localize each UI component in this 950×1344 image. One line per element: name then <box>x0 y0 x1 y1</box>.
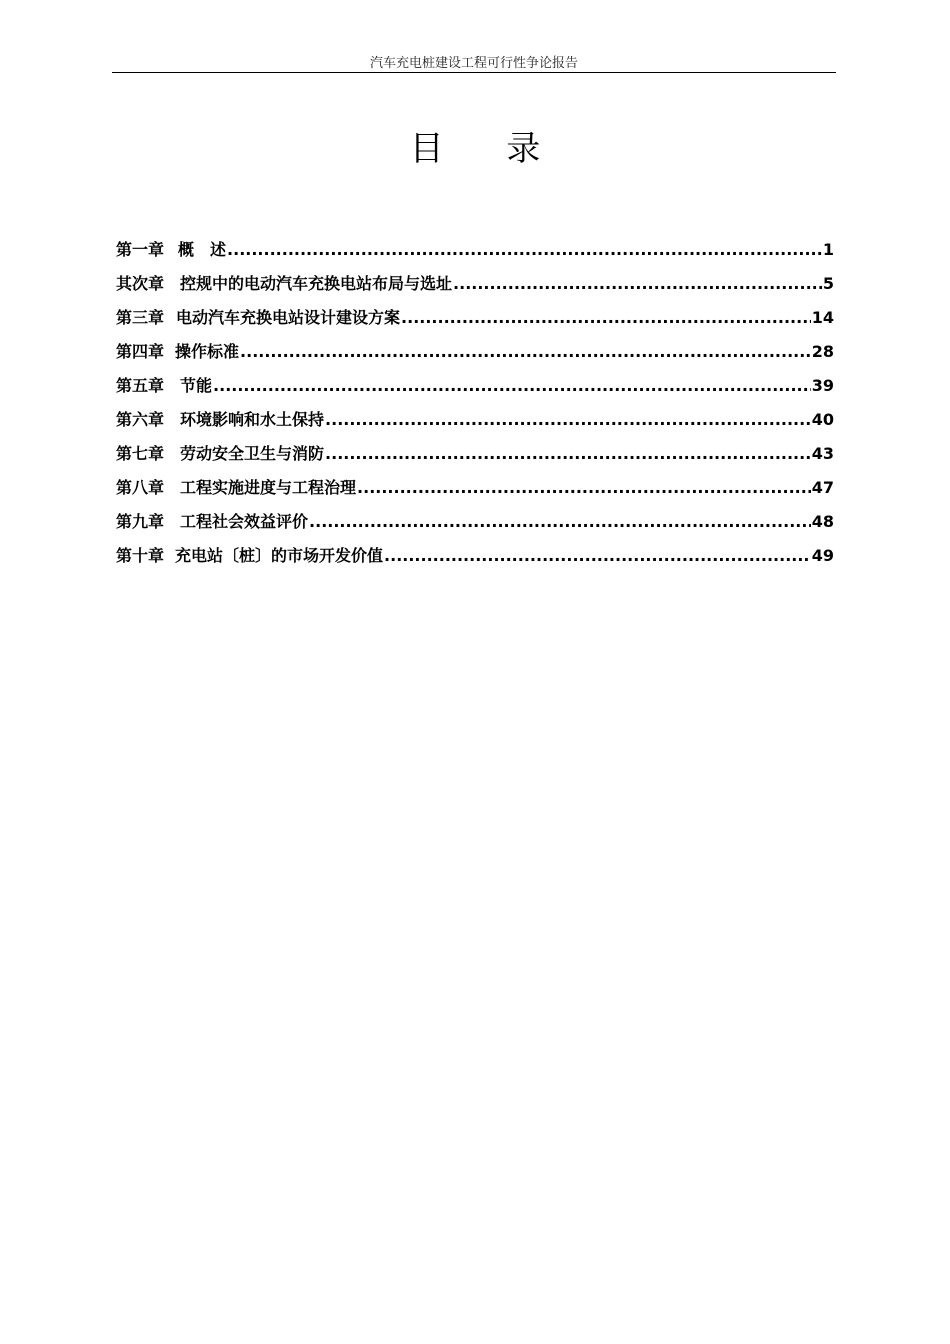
toc-entry-chapter-9[interactable] <box>116 508 834 542</box>
toc-chapter-number: 第十章 <box>116 546 165 565</box>
toc-entry-chapter-5[interactable] <box>116 372 834 406</box>
toc-dot-leader <box>325 406 811 434</box>
toc-list <box>116 236 834 576</box>
toc-page-number: 47 <box>811 478 834 497</box>
toc-entry-chapter-8[interactable] <box>116 474 834 508</box>
toc-page-number: 1 <box>822 240 834 259</box>
toc-page-number: 43 <box>811 444 834 463</box>
toc-page-number: 49 <box>811 546 834 565</box>
toc-chapter-number: 第四章 <box>116 342 165 361</box>
toc-dot-leader <box>240 338 811 366</box>
toc-dot-leader <box>227 236 822 264</box>
toc-chapter-number: 第三章 <box>116 308 165 327</box>
toc-page-number: 39 <box>811 376 834 395</box>
toc-chapter-number: 其次章 <box>116 274 165 293</box>
toc-entry-chapter-4[interactable] <box>116 338 834 372</box>
toc-entry-chapter-10[interactable] <box>116 542 834 576</box>
toc-chapter-number: 第七章 <box>116 444 165 463</box>
toc-chapter-number: 第五章 <box>116 376 165 395</box>
toc-chapter-title: 环境影响和水土保持 <box>180 410 325 429</box>
toc-entry-chapter-6[interactable] <box>116 406 834 440</box>
toc-chapter-title: 电动汽车充换电站设计建设方案 <box>176 308 401 327</box>
toc-chapter-number: 第八章 <box>116 478 165 497</box>
toc-chapter-title: 充电站〔桩〕的市场开发价值 <box>175 546 384 565</box>
toc-title: 目 录 <box>409 129 567 169</box>
toc-dot-leader <box>453 270 822 298</box>
toc-dot-leader <box>384 542 811 570</box>
toc-chapter-title: 控规中的电动汽车充换电站布局与选址 <box>180 274 453 293</box>
running-header: 汽车充电桩建设工程可行性争论报告 <box>369 56 578 71</box>
toc-chapter-title: 操作标准 <box>175 342 240 361</box>
toc-dot-leader <box>357 474 811 502</box>
toc-page-number: 40 <box>811 410 834 429</box>
toc-dot-leader <box>325 440 811 468</box>
toc-chapter-title: 工程社会效益评价 <box>180 512 309 531</box>
toc-chapter-number: 第一章 <box>116 240 165 259</box>
toc-dot-leader <box>213 372 811 400</box>
toc-chapter-title: 劳动安全卫生与消防 <box>180 444 325 463</box>
toc-chapter-title: 节能 <box>180 376 213 395</box>
toc-chapter-number: 第九章 <box>116 512 165 531</box>
toc-chapter-title: 工程实施进度与工程治理 <box>180 478 357 497</box>
toc-page-number: 28 <box>811 342 834 361</box>
toc-entry-chapter-2[interactable] <box>116 270 834 304</box>
toc-dot-leader <box>309 508 811 536</box>
header-rule <box>112 72 836 73</box>
toc-chapter-title: 概 述 <box>178 240 227 259</box>
toc-dot-leader <box>401 304 811 332</box>
toc-page-number: 14 <box>811 308 834 327</box>
toc-entry-chapter-3[interactable] <box>116 304 834 338</box>
toc-page-number: 48 <box>811 512 834 531</box>
toc-chapter-number: 第六章 <box>116 410 165 429</box>
toc-entry-chapter-1[interactable] <box>116 236 834 270</box>
toc-entry-chapter-7[interactable] <box>116 440 834 474</box>
toc-page-number: 5 <box>822 274 834 293</box>
